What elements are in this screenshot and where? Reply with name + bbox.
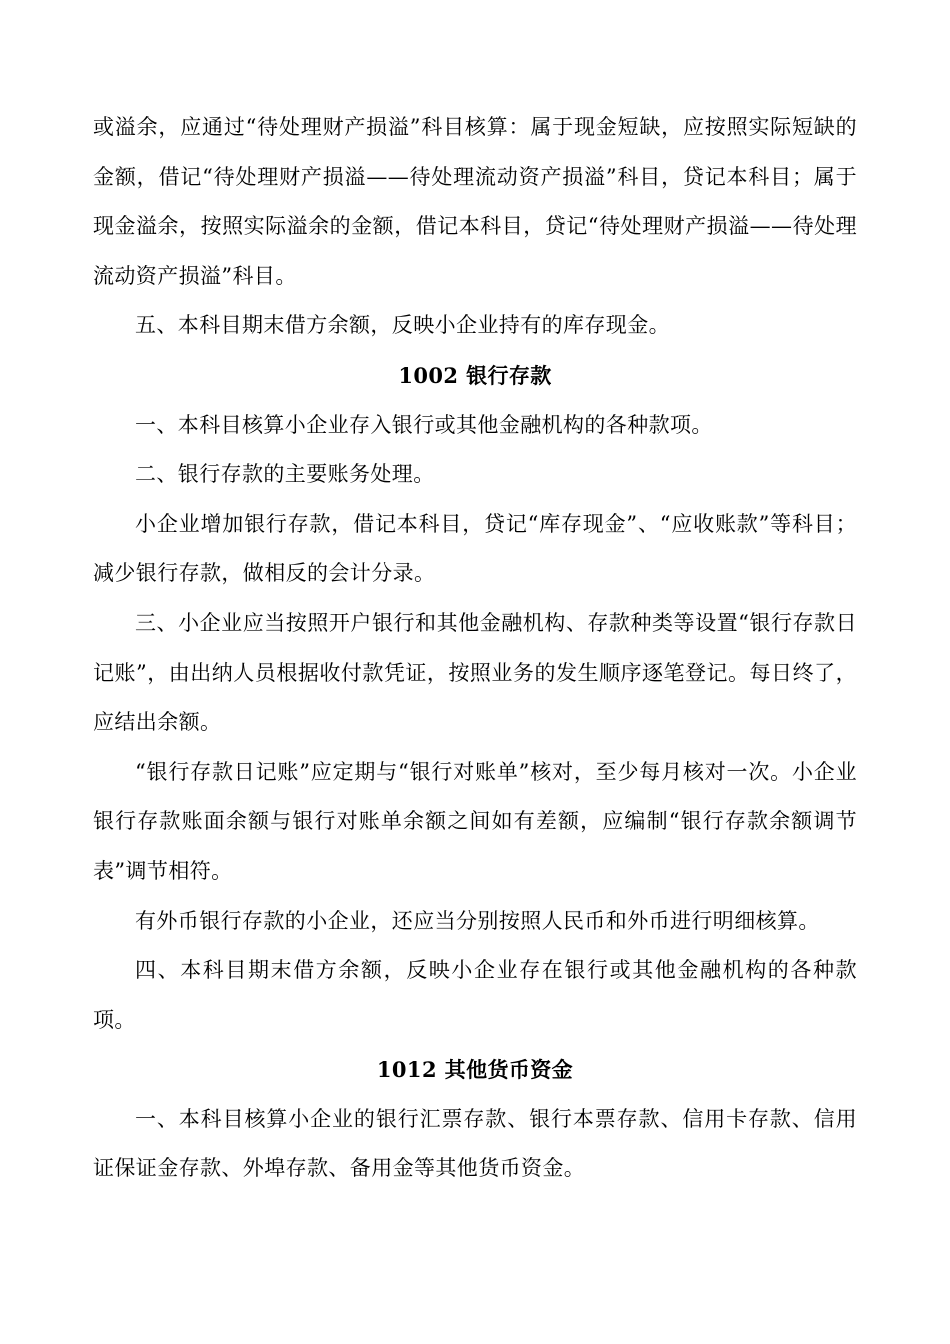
section-heading-1002: 1002 银行存款	[398, 362, 552, 388]
paragraph-other-monetary-funds-scope: 一、本科目核算小企业的银行汇票存款、银行本票存款、信用卡存款、信用证保证金存款、外埠存款、备用金等其他货币资金。	[93, 1106, 857, 1181]
paragraph-foreign-currency-deposit: 有外币银行存款的小企业，还应当分别按照人民币和外币进行明细核算。	[135, 908, 820, 933]
paragraph-cash-shortage-overage: 或溢余，应通过“待处理财产损溢”科目核算：属于现金短缺，应按照实际短缺的金额，借记“待处理财产损溢——待处理流动资产损溢”科目，贷记本科目；属于现金溢余，按照实际溢余的金额，借记本科目，贷记“待处理财产损溢——待处理流动资产损溢”科目。	[93, 115, 857, 288]
paragraph-bank-deposit-increase-decrease: 小企业增加银行存款，借记本科目，贷记“库存现金”、“应收账款”等科目；减少银行存款，做相反的会计分录。	[93, 511, 857, 586]
paragraph-bank-deposit-main-processing: 二、银行存款的主要账务处理。	[135, 462, 435, 487]
paragraph-bank-deposit-journal: 三、小企业应当按照开户银行和其他金融机构、存款种类等设置“银行存款日记账”，由出纳人员根据收付款凭证，按照业务的发生顺序逐笔登记。每日终了，应结出余额。	[93, 610, 857, 735]
document-page	[93, 103, 857, 1194]
paragraph-cash-ending-balance: 五、本科目期末借方余额，反映小企业持有的库存现金。	[135, 313, 670, 338]
section-heading-1012: 1012 其他货币资金	[376, 1057, 574, 1083]
paragraph-bank-deposit-scope: 一、本科目核算小企业存入银行或其他金融机构的各种款项。	[135, 412, 713, 437]
paragraph-bank-deposit-ending-balance: 四、本科目期末借方余额，反映小企业存在银行或其他金融机构的各种款项。	[93, 958, 857, 1032]
paragraph-bank-reconciliation: “银行存款日记账”应定期与“银行对账单”核对，至少每月核对一次。小企业银行存款账面余额与银行对账单余额之间如有差额，应编制“银行存款余额调节表”调节相符。	[93, 759, 857, 883]
